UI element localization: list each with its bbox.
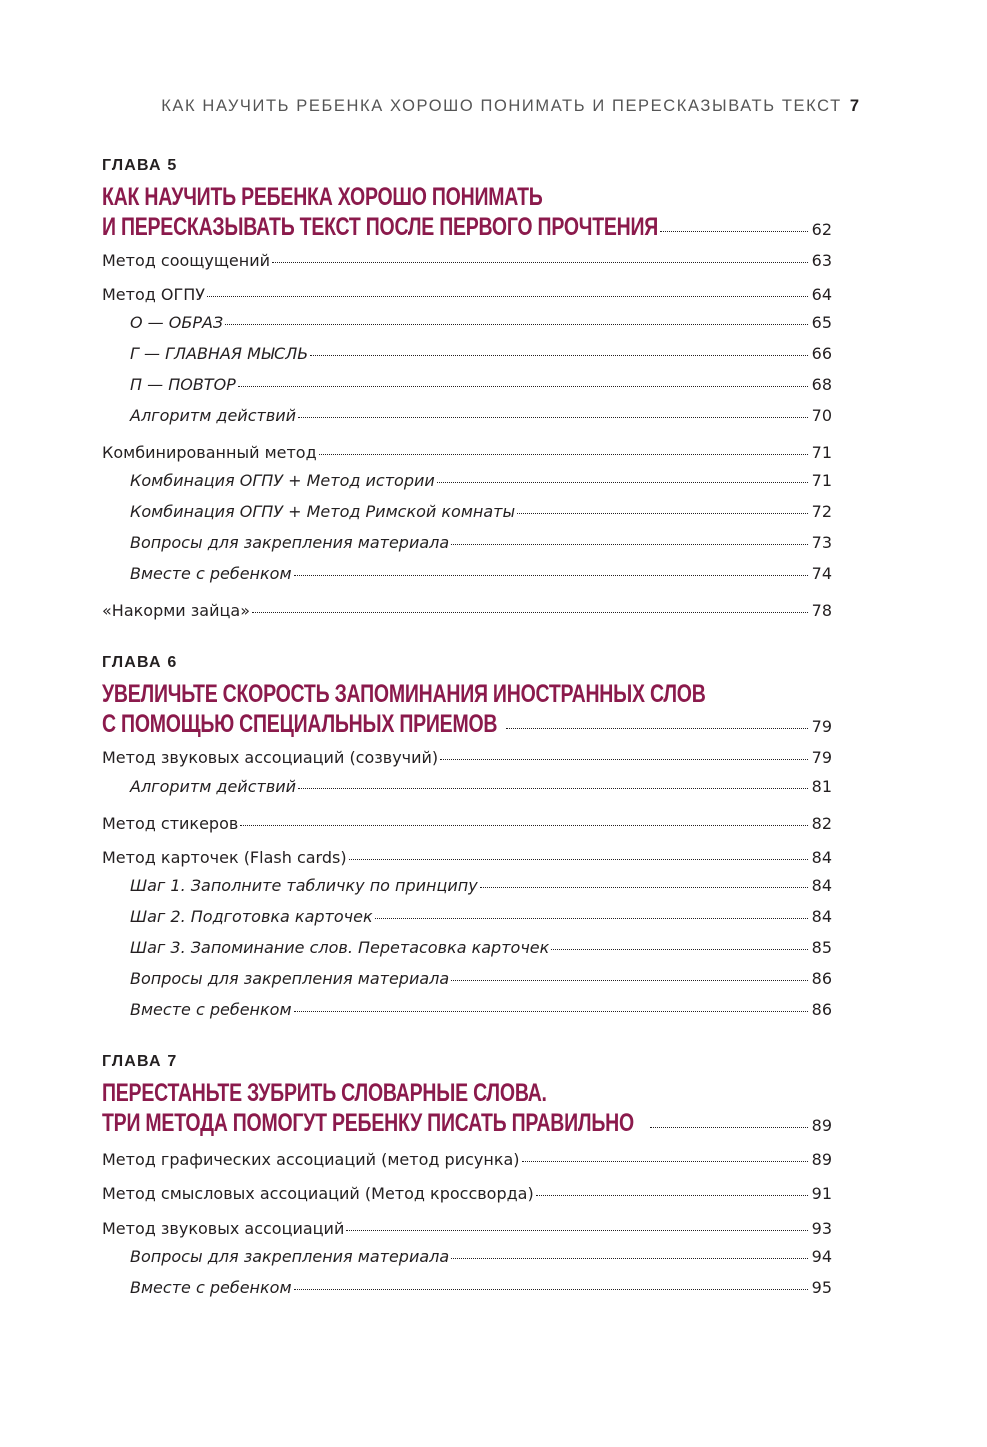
toc-subentry[interactable] (102, 907, 832, 938)
toc-subentry[interactable] (102, 1278, 832, 1309)
toc-entry[interactable] (102, 251, 832, 282)
toc-entry-text: Комбинация ОГПУ + Метод Римской комнаты (130, 502, 516, 521)
toc-entry-text: Метод звуковых ассоциаций (102, 1219, 345, 1238)
toc-entry-text: Комбинация ОГПУ + Метод истории (130, 471, 435, 490)
toc-entry-text: Метод смысловых ассоциаций (Метод кроссворда) (102, 1184, 534, 1203)
leader-dots (346, 1229, 808, 1231)
leader-dots (551, 948, 808, 950)
toc-subentry[interactable] (102, 1000, 832, 1031)
toc-page-number: 63 (811, 251, 832, 270)
toc-page-number: 95 (811, 1278, 832, 1297)
toc-entry-text: О — ОБРАЗ (130, 313, 224, 332)
toc-page-number: 68 (811, 375, 832, 394)
toc-page-number: 85 (811, 938, 832, 957)
leader-dots (298, 416, 808, 418)
toc-page-number: 70 (811, 406, 832, 425)
leader-dots (480, 886, 808, 888)
page-number: 7 (849, 97, 859, 115)
toc-entry-text: Метод звуковых ассоциаций (созвучий) (102, 748, 439, 767)
toc-subentry[interactable] (102, 969, 832, 1000)
toc-entry-text: Алгоритм действий (130, 777, 297, 796)
leader-dots (506, 727, 808, 729)
toc-page-number: 71 (811, 471, 832, 490)
toc-entry-text: Г — ГЛАВНАЯ МЫСЛЬ (130, 344, 309, 363)
toc-entry-text: Метод графических ассоциаций (метод рисунка) (102, 1150, 520, 1169)
toc-page-number: 81 (811, 777, 832, 796)
toc-list (102, 251, 832, 632)
toc-entry-text: Вопросы для закрепления материала (130, 1247, 450, 1266)
leader-dots (437, 481, 808, 483)
toc-subentry[interactable] (102, 344, 832, 375)
toc-page-number: 89 (811, 1116, 832, 1135)
toc-entry[interactable] (102, 1219, 832, 1250)
chapter-title-line (102, 680, 832, 710)
toc-entry-text: Вопросы для закрепления материала (130, 533, 450, 552)
leader-dots (517, 512, 808, 514)
toc-entry-text: П — ПОВТОР (130, 375, 236, 394)
toc-entry-text: Шаг 3. Запоминание слов. Перетасовка карточек (130, 938, 550, 957)
leader-dots (451, 979, 808, 981)
leader-dots (294, 574, 808, 576)
toc-page-number: 64 (811, 285, 832, 304)
toc-subentry[interactable] (102, 502, 832, 533)
chapter-label: ГЛАВА 6 (102, 654, 178, 671)
toc-list (102, 748, 832, 1031)
chapter-5 (102, 157, 832, 243)
toc-entry-text: Шаг 2. Подготовка карточек (130, 907, 373, 926)
chapter-title-row[interactable] (102, 1109, 832, 1139)
chapter-title-row[interactable] (102, 710, 832, 740)
leader-dots (522, 1160, 808, 1162)
leader-dots (451, 543, 808, 545)
toc-entry-text: Алгоритм действий (130, 406, 297, 425)
leader-dots (650, 1126, 808, 1128)
toc-page-number: 71 (811, 443, 832, 462)
chapter-7 (102, 1053, 832, 1139)
toc-page-number: 89 (811, 1150, 832, 1169)
toc-entry-text: Метод ОГПУ (102, 285, 206, 304)
leader-dots (536, 1194, 808, 1196)
toc-entry-text: Вопросы для закрепления материала (130, 969, 450, 988)
leader-dots (252, 611, 808, 613)
toc-subentry[interactable] (102, 313, 832, 344)
leader-dots (440, 758, 808, 760)
toc-entry[interactable] (102, 1184, 832, 1215)
leader-dots (294, 1010, 808, 1012)
chapter-title-line: УВЕЛИЧЬТЕ СКОРОСТЬ ЗАПОМИНАНИЯ ИНОСТРАННЫХ СЛОВ (102, 680, 706, 708)
toc-page-number: 91 (811, 1184, 832, 1203)
toc-page-number: 84 (811, 876, 832, 895)
chapter-title-line: ТРИ МЕТОДА ПОМОГУТ РЕБЕНКУ ПИСАТЬ ПРАВИЛЬНО (102, 1109, 634, 1137)
leader-dots (238, 385, 808, 387)
toc-page-number: 65 (811, 313, 832, 332)
toc-entry-text: Вместе с ребенком (130, 564, 292, 583)
toc-entry-text: Шаг 1. Заполните табличку по принципу (130, 876, 478, 895)
toc-entry[interactable] (102, 814, 832, 845)
toc-entry[interactable] (102, 1150, 832, 1181)
chapter-title-line: И ПЕРЕСКАЗЫВАТЬ ТЕКСТ ПОСЛЕ ПЕРВОГО ПРОЧТЕНИЯ (102, 213, 659, 241)
leader-dots (272, 261, 808, 263)
toc-entry[interactable] (102, 601, 832, 632)
toc-page-number: 62 (811, 220, 832, 239)
toc-list (102, 1150, 832, 1309)
chapter-title-line (102, 1079, 832, 1109)
toc-page-number: 86 (811, 1000, 832, 1019)
leader-dots (349, 858, 808, 860)
chapter-title-line: С ПОМОЩЬЮ СПЕЦИАЛЬНЫХ ПРИЕМОВ (102, 710, 498, 738)
toc-subentry[interactable] (102, 564, 832, 595)
toc-page-number: 79 (811, 717, 832, 736)
toc-entry-text: Вместе с ребенком (130, 1000, 292, 1019)
toc-subentry[interactable] (102, 533, 832, 564)
toc-entry[interactable] (102, 748, 832, 779)
chapter-label: ГЛАВА 7 (102, 1053, 178, 1070)
leader-dots (298, 787, 808, 789)
toc-page-number: 66 (811, 344, 832, 363)
toc-subentry[interactable] (102, 1247, 832, 1278)
leader-dots (375, 917, 808, 919)
toc-entry-text: Метод карточек (Flash cards) (102, 848, 347, 867)
chapter-title-line: ПЕРЕСТАНЬТЕ ЗУБРИТЬ СЛОВАРНЫЕ СЛОВА. (102, 1079, 547, 1107)
toc-page-number: 79 (811, 748, 832, 767)
toc-page-number: 74 (811, 564, 832, 583)
chapter-title-row[interactable] (102, 213, 832, 243)
toc-subentry[interactable] (102, 938, 832, 969)
toc-subentry[interactable] (102, 375, 832, 406)
toc-entry-text: «Накорми зайца» (102, 601, 250, 620)
toc-subentry[interactable] (102, 876, 832, 907)
toc-page-number: 84 (811, 848, 832, 867)
leader-dots (240, 824, 808, 826)
running-header (161, 97, 859, 116)
toc-page-number: 84 (811, 907, 832, 926)
toc-entry-text: Метод соощущений (102, 251, 270, 270)
toc-page-number: 94 (811, 1247, 832, 1266)
toc-page-number: 72 (811, 502, 832, 521)
toc-page-number: 73 (811, 533, 832, 552)
toc-entry-text: Метод стикеров (102, 814, 239, 833)
chapter-title-line: КАК НАУЧИТЬ РЕБЕНКА ХОРОШО ПОНИМАТЬ (102, 183, 543, 211)
toc-page-number: 82 (811, 814, 832, 833)
running-title: КАК НАУЧИТЬ РЕБЕНКА ХОРОШО ПОНИМАТЬ И ПЕРЕСКАЗЫВАТЬ ТЕКСТ (161, 97, 842, 115)
leader-dots (319, 453, 808, 455)
leader-dots (207, 295, 808, 297)
toc-entry[interactable] (102, 443, 832, 474)
toc-subentry[interactable] (102, 777, 832, 808)
toc-page-number: 93 (811, 1219, 832, 1238)
leader-dots (660, 230, 808, 232)
toc-entry-text: Комбинированный метод (102, 443, 317, 462)
toc-page-number: 86 (811, 969, 832, 988)
chapter-title-line (102, 183, 832, 213)
toc-subentry[interactable] (102, 471, 832, 502)
leader-dots (294, 1288, 808, 1290)
chapter-label: ГЛАВА 5 (102, 157, 178, 174)
leader-dots (451, 1257, 808, 1259)
toc-page-number: 78 (811, 601, 832, 620)
leader-dots (225, 323, 808, 325)
toc-entry-text: Вместе с ребенком (130, 1278, 292, 1297)
chapter-6 (102, 654, 832, 740)
toc-entry[interactable] (102, 285, 832, 316)
toc-entry[interactable] (102, 848, 832, 879)
leader-dots (310, 354, 808, 356)
toc-subentry[interactable] (102, 406, 832, 437)
